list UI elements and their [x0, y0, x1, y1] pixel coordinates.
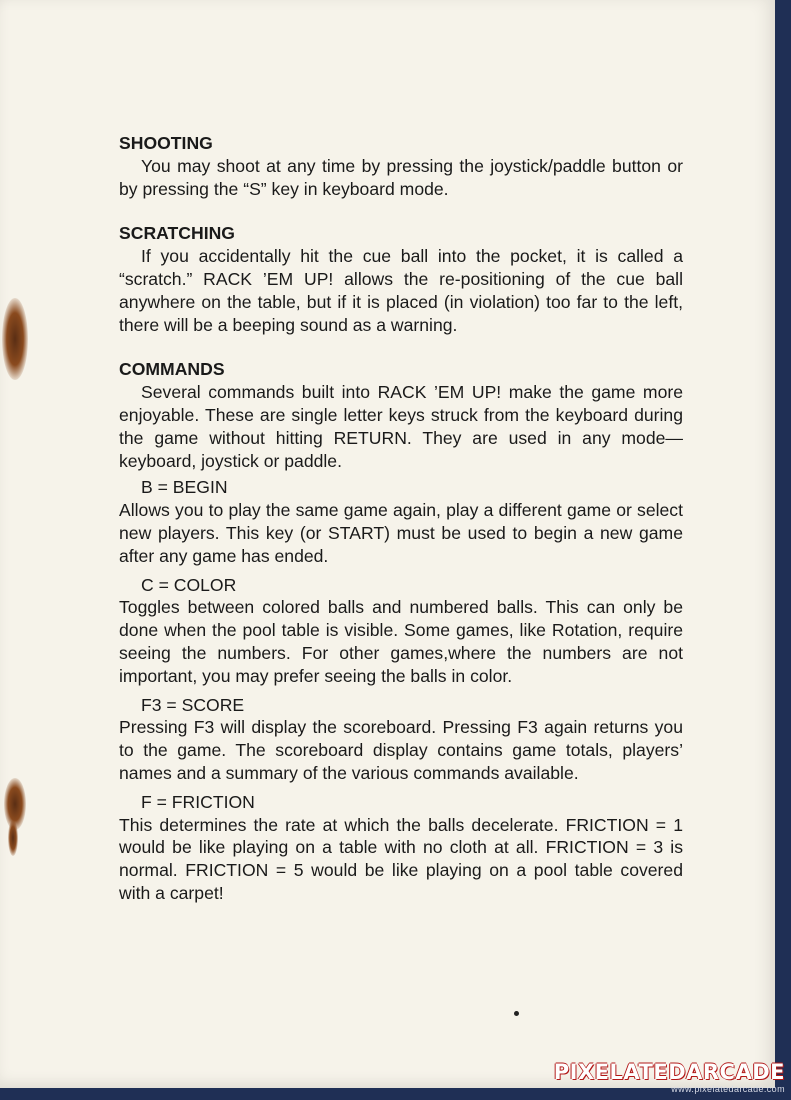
section-scratching	[119, 222, 683, 336]
command-description: Pressing F3 will display the scoreboard. Pressing F3 again returns you to the game. The scoreboard display contains game totals, players’ names and a summary of the various commands available.	[119, 717, 683, 783]
heading-commands: COMMANDS	[119, 359, 225, 380]
command-description: This determines the rate at which the balls decelerate. FRICTION = 1 would be like playing on a table with no cloth at all. FRICTION = 3 is normal. FRICTION = 5 would be like playing on a pool table covered with a carpet!	[119, 814, 683, 903]
heading-shooting: SHOOTING	[119, 133, 213, 153]
heading-scratching: SCRATCHING	[119, 223, 235, 244]
command-description: Allows you to play the same game again, play a different game or select new players. This key (or START) must be used to begin a new game after any game has ended.	[119, 500, 683, 566]
command-title: B = BEGIN	[141, 477, 228, 498]
rust-stain-mark	[8, 820, 18, 856]
scratching-text: If you accidentally hit the cue ball into the pocket, it is called a “scratch.” RACK ’EM UP! allows the re-positioning of the cue ball anywhere on the table, but if it is placed (in violation) too far to the left, there will be a beeping sound as a warning.	[119, 246, 683, 335]
section-shooting	[119, 132, 683, 200]
command-item-score	[119, 694, 683, 785]
rust-stain-top	[2, 298, 28, 380]
command-title: F = FRICTION	[141, 791, 255, 812]
watermark-brand: PIXELATEDARCADE	[553, 1060, 785, 1084]
commands-text: Several commands built into RACK ’EM UP! make the game more enjoyable. These are single letter keys struck from the keyboard during the game without hitting RETURN. They are used in any mode—keyboard, joystick or paddle.	[119, 382, 683, 471]
command-title: C = COLOR	[141, 574, 237, 595]
command-item-begin	[119, 476, 683, 567]
watermark-url: www.pixelatedarcade.com	[671, 1084, 785, 1094]
command-title: F3 = SCORE	[141, 694, 245, 715]
manual-content	[119, 132, 683, 927]
command-item-color	[119, 574, 683, 688]
ink-dot	[514, 1011, 519, 1016]
watermark	[554, 1060, 785, 1094]
command-description: Toggles between colored balls and numbered balls. This can only be done when the pool table is visible. Some games, like Rotation, require seeing the numbers. For other games,where the numbers are not important, you may prefer seeing the balls in color.	[119, 597, 683, 686]
shooting-text: You may shoot at any time by pressing the joystick/paddle button or by pressing the “S” key in keyboard mode.	[119, 155, 683, 199]
section-commands	[119, 358, 683, 904]
command-item-friction	[119, 791, 683, 905]
